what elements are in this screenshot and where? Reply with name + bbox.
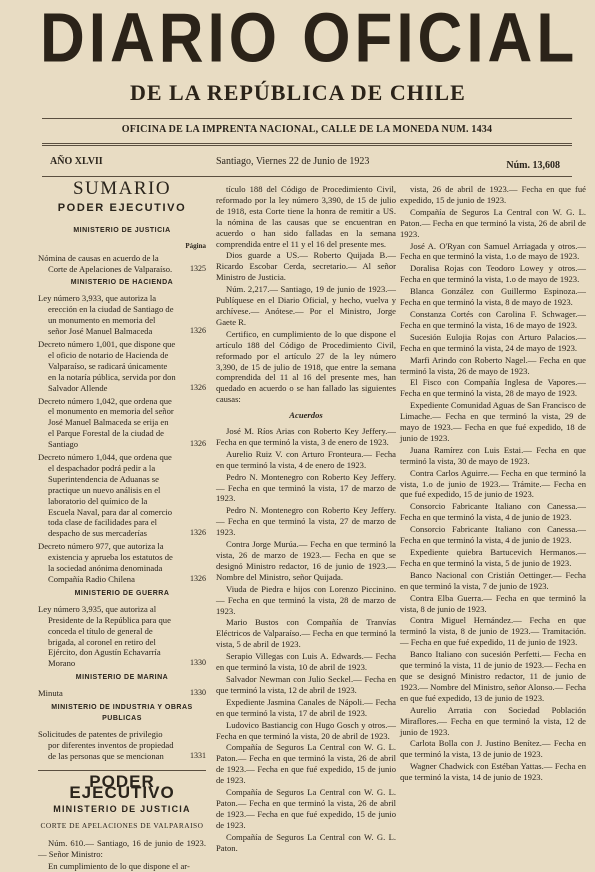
case-entry: Blanca González con Guillermo Espinoza.— Fecha en que terminó la vista, 8 de mayo de 1923.	[400, 286, 586, 308]
case-entry: Compañía de Seguros La Central con W. G. L. Paton.— Fecha en que terminó la vista, 26 de abril de 1923.— Fecha en que fué expedido, 15 de junio de 1923.	[216, 742, 396, 786]
sumario-entry-page: 1331	[190, 750, 206, 760]
sumario-entry	[38, 729, 206, 762]
case-entry: José A. O'Ryan con Samuel Arriagada y otros.— Fecha en que terminó la vista, 1.o de mayo de 1923.	[400, 240, 586, 262]
case-entry: Contra Miguel Hernández.— Fecha en que terminó la vista, 8 de junio de 1923.— Tramitación.— Fecha en que fué expedido, 11 de junio de 1923.	[400, 615, 586, 648]
case-entry: Juana Ramírez con Luis Estai.— Fecha en que terminó la vista, 30 de mayo de 1923.	[400, 444, 586, 466]
col3-causes	[400, 184, 586, 783]
sumario-ministry-heading: MINISTERIO DE MARINA	[75, 674, 169, 682]
case-entry: Compañía de Seguros La Central con W. G. L. Paton.	[216, 831, 396, 853]
case-entry: Ludovico Bastiancig con Hugo Gosch y otros.— Fecha en que terminó la vista, 20 de abril de 1923.	[216, 719, 396, 741]
case-entry: Aurelio Ruiz V. con Arturo Fronteura.— Fecha en que terminó la vista, 4 de enero de 1923.	[216, 448, 396, 470]
office-address: OFICINA DE LA IMPRENTA NACIONAL, CALLE DE LA MONEDA NUM. 1434	[121, 124, 493, 135]
body-paragraph: Núm. 2,217.— Santiago, 19 de junio de 1923.— Publíquese en el Diario Oficial, y hecho, vuelva y archívese.— Anótese.— Por el Ministro, Jorge Gaete R.	[216, 284, 396, 327]
sumario-entry-page: 1326	[190, 326, 206, 336]
case-entry: Salvador Newman con Julio Seckel.— Fecha en que terminó la vista, 12 de abril de 1923.	[216, 673, 396, 695]
sumario-entry-page: 1326	[190, 528, 206, 538]
case-entry: Viuda de Piedra e hijos con Lorenzo Piccinino.— Fecha en que terminó la vista, 28 de marzo de 1923.	[216, 583, 396, 616]
issue-number: Núm. 13,608	[506, 160, 560, 171]
body-paragraph: tículo 188 del Código de Procedimiento Civil, reformado por la ley número 3,390, de 15 de julio de 1918, esta Corte tiene la honra de remitir a US. la nómina de las causas que se encuentran en acuerdo o han sido falladas en la semana comprendida entre el 11 y el 16 del presente mes.	[216, 184, 396, 249]
sumario-entry-text: Decreto número 1,044, que ordena que el despachador podrá pedir a la Superintendencia de Aduanas se practique un nuevo análisis en el laboratorio del químico de la Escuela Naval, para dar al comercio toda clase de facilidades para el despacho de sus mercaderías	[38, 452, 173, 539]
sumario-entry-text: Ley número 3,933, que autoriza la erección en la ciudad de Santiago de un monumento en memoria del señor José Manuel Balmaceda	[38, 293, 174, 337]
sumario-entry-text: Decreto número 1,001, que dispone que el oficio de notario de Hacienda de Valparaíso, se radicará únicamente en la notaría pública, servida por don Salvador Allende	[38, 338, 176, 393]
sumario-entry-text: Solicitudes de patentes de privilegio por diferentes inventos de propiedad de las personas que se mencionan	[38, 728, 174, 761]
rule-above-dateline-double	[42, 145, 572, 146]
case-entry: Contra Carlos Aguirre.— Fecha en que terminó la vista, 1.o de junio de 1923.— Trámite.— Fecha en que fué expedido, 15 de junio de 1923.	[400, 467, 586, 500]
body-paragraph: En cumplimiento de lo que dispone el ar-	[48, 861, 190, 872]
case-entry: Wagner Chadwick con Estéban Yattas.— Fecha en que terminó la vista, 14 de junio de 1923.	[400, 761, 586, 783]
sumario-title: SUMARIO	[72, 178, 172, 199]
acuerdos-heading: Acuerdos	[289, 410, 323, 421]
case-entry: Consorcio Fabricante Italiano con Canessa.— Fecha en que terminó la vista, 4 de junio de 1923.	[400, 524, 586, 546]
case-entry: Contra Elba Guerra.— Fecha en que terminó la vista, 8 de junio de 1923.	[400, 592, 586, 614]
sumario-entry-page: 1325	[190, 263, 206, 273]
sumario-entry	[38, 253, 206, 275]
case-entry: Serapio Villegas con Luis A. Edwards.— Fecha en que terminó la vista, 10 de abril de 1923.	[216, 651, 396, 673]
sumario-entry-text: Ley número 3,935, que autoriza al Presidente de la República para que conceda el título de general de brigada, al coronel en retiro del Ejército, don Agustín Echavarría Morano	[38, 603, 171, 669]
rule-above-dateline	[42, 143, 572, 144]
rule-below-dateline	[42, 176, 572, 177]
column-right	[400, 184, 586, 842]
sumario-entry-text: Decreto número 1,042, que ordena que el monumento en memoria del señor José Manuel Balmaceda se erija en el Parque Forestal de la ciudad de Santiago	[38, 395, 174, 450]
top-rule	[42, 118, 572, 119]
sumario-sections	[38, 226, 206, 762]
sumario-ministry-heading: MINISTERIO DE GUERRA	[74, 589, 170, 597]
case-entry: Doralisa Rojas con Teodoro Lowey y otros.— Fecha en que terminó la vista, 1.o de mayo de 1923.	[400, 263, 586, 285]
column-sumario	[38, 178, 206, 872]
sumario-entry-page: 1330	[190, 688, 206, 698]
sumario-ministry-heading: MINISTERIO DE JUSTICIA	[73, 226, 171, 234]
body-paragraph: Certifico, en cumplimiento de lo que dispone el artículo 188 del Código de Procedimiento Civil, reformado por el artículo 27 de la ley número 3,390, de 15 de julio de 1918, que entre la semana comprendida del 11 al 16 del presente mes, han quedado en acuerdo o se han fallado las siguientes causas:	[216, 328, 396, 405]
col2-causes	[216, 426, 396, 853]
sumario-entry	[38, 293, 206, 337]
sumario-entry-page: 1326	[190, 574, 206, 583]
sumario-entry	[38, 541, 206, 585]
case-entry: José M. Ríos Arias con Roberto Key Jeffery.— Fecha en que terminó la vista, 3 de enero de 1923.	[216, 426, 396, 447]
case-entry: Expediente quiebra Bartucevich Hermanos.— Fecha en que terminó la vista, 5 de junio de 1923.	[400, 547, 586, 568]
corte-apelaciones-heading: CORTE DE APELACIONES DE VALPARAISO	[40, 821, 204, 831]
sumario-entry-text: Nómina de causas en acuerdo de la Corte de Apelaciones de Valparaíso.	[38, 252, 173, 274]
case-entry: Compañía de Seguros La Central con W. G. L. Paton.— Fecha en que terminó la vista, 26 de abril de 1923.	[400, 206, 586, 239]
case-entry: Expediente Comunidad Aguas de San Francisco de Limache.— Fecha en que terminó la vista, 29 de mayo de 1923.— Fecha en que fué expedido, 18 de junio de 1923.	[400, 400, 586, 443]
case-entry: Banco Nacional con Cristián Oettinger.— Fecha en que terminó la vista, 7 de junio de 1923.	[400, 569, 586, 591]
case-entry: Consorcio Fabricante Italiano con Canessa.— Fecha en que terminó la vista, 4 de junio de 1923.	[400, 501, 586, 523]
sumario-entry	[38, 452, 206, 539]
sumario-entry	[38, 604, 206, 669]
newspaper-subtitle: DE LA REPÚBLICA DE CHILE	[130, 80, 466, 105]
case-entry: Pedro N. Montenegro con Roberto Key Jeffery.— Fecha en que terminó la vista, 27 de marzo de 1923.	[216, 505, 396, 538]
sumario-entry-text: Minuta	[38, 688, 63, 699]
case-entry: Pedro N. Montenegro con Roberto Key Jeffery.— Fecha en que terminó la vista, 17 de marzo de 1923.	[216, 471, 396, 504]
case-entry: Aurelio Arratia con Sociedad Población Miraflores.— Fecha en que terminó la vista, 12 de junio de 1923.	[400, 704, 586, 737]
year-volume: AÑO XLVII	[50, 156, 103, 167]
case-entry: Expediente Jasmina Canales de Nápoli.— Fecha en que terminó la vista, 17 de abril de 1923.	[216, 696, 396, 718]
poder-ejecutivo-heading: PODER EJECUTIVO	[69, 771, 175, 802]
case-entry: Mario Bustos con Compañía de Tranvías Eléctricos de Valparaíso.— Fecha en que terminó la vista, 5 de abril de 1923.	[216, 617, 396, 650]
section-separator	[38, 770, 206, 771]
sumario-entry-page: 1326	[190, 382, 206, 392]
sumario-entry	[38, 396, 206, 451]
col2-paragraphs	[216, 184, 396, 405]
case-entry: vista, 26 de abril de 1923.— Fecha en que fué expedido, 15 de junio de 1923.	[400, 184, 586, 205]
sumario-entry-page: 1330	[190, 658, 206, 668]
sumario-ministry-heading: MINISTERIO DE HACIENDA	[70, 279, 174, 287]
sumario-entry	[38, 688, 206, 699]
ministerio-justicia-heading: MINISTERIO DE JUSTICIA	[53, 804, 191, 815]
case-entry: Contra Jorge Murúa.— Fecha en que terminó la vista, 26 de marzo de 1923.— Fecha en que se designó Ministro redactor, 16 de junio de 1923.— Nombre del Ministro, señor Quijada.	[216, 539, 396, 582]
sumario-entry-text: Decreto número 977, que autoriza la existencia y aprueba los estatutos de la sociedad anónima denominada Compañía Radio Chilena	[38, 541, 173, 584]
dateline	[42, 152, 572, 172]
column-middle	[216, 184, 396, 853]
sumario-entry-page: 1326	[190, 439, 206, 449]
pagina-column-label: Página	[185, 241, 206, 250]
case-entry: Constanza Cortés con Carolina F. Schwager.— Fecha en que terminó la vista, 16 de mayo de 1923.	[400, 308, 586, 330]
sumario-entry	[38, 339, 206, 394]
case-entry: Banco Italiano con sucesión Perfetti.— Fecha en que terminó la vista, 11 de junio de 1923.— Fecha en que se designó Ministro redactor, 11 de junio de 1923.— Nombre del Ministro, señor Alonso.— Fecha en que fué expedido, 13 de junio de 1923.	[400, 649, 586, 703]
body-paragraph: Núm. 610.— Santiago, 16 de junio de 1923.— Señor Ministro:	[38, 838, 206, 860]
case-entry: Compañía de Seguros La Central con W. G. L. Paton.— Fecha en que terminó la vista, 26 de abril de 1923.— Fecha en que fué expedido, 15 de junio de 1923.	[216, 787, 396, 830]
newspaper-title: DIARIO OFICIAL	[40, 0, 579, 78]
issue-date: Santiago, Viernes 22 de Junio de 1923	[216, 156, 370, 167]
case-entry: Marfi Arindo con Roberto Nagel.— Fecha en que terminó la vista, 26 de mayo de 1923.	[400, 354, 586, 376]
body-paragraph: Dios guarde a US.— Roberto Quijada B.— Ricardo Escobar Cerda, secretario.— Al señor Ministro de Justicia.	[216, 250, 396, 283]
case-entry: Sucesión Eulojia Rojas con Arturo Palacios.— Fecha en que terminó la vista, 24 de mayo de 1923.	[400, 331, 586, 353]
sumario-poder-ejecutivo: PODER EJECUTIVO	[57, 201, 187, 214]
case-entry: Carlota Bolla con J. Justino Benítez.— Fecha en que terminó la vista, 13 de junio de 1923.	[400, 738, 586, 760]
case-entry: El Fisco con Compañía Inglesa de Vapores.— Fecha en que terminó la vista, 28 de mayo de 1923.	[400, 377, 586, 399]
sumario-ministry-heading: MINISTERIO DE INDUSTRIA Y OBRAS PUBLICAS	[51, 704, 193, 722]
